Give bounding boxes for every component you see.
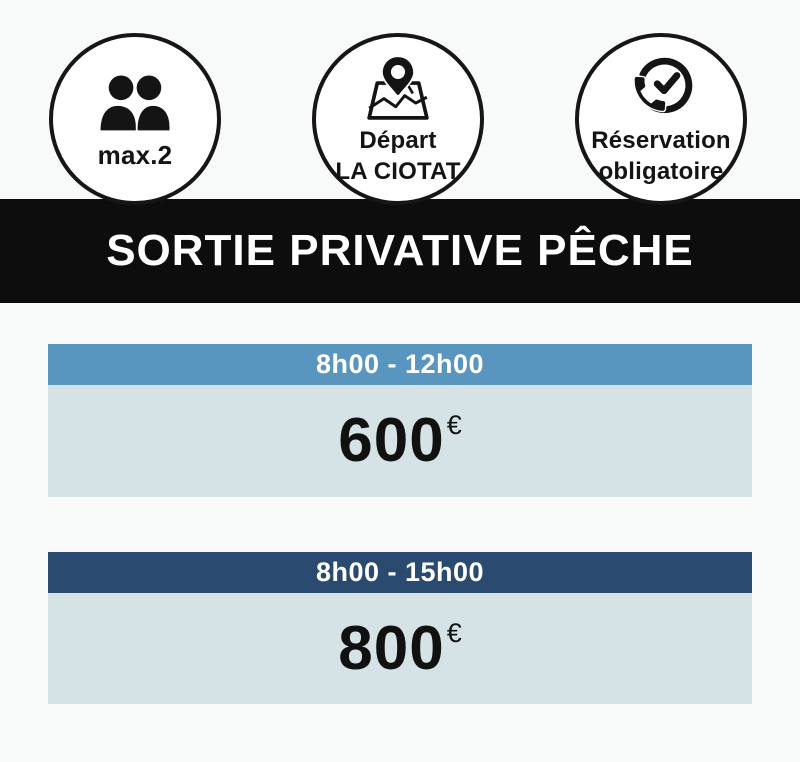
- people-icon: [92, 73, 178, 137]
- euro-sign: €: [446, 617, 462, 648]
- phone-check-icon: [623, 52, 699, 124]
- price-value: 800: [338, 613, 445, 683]
- price-panel: [48, 593, 752, 704]
- badge-departure-label-line2: LA CIOTAT: [335, 158, 461, 185]
- pricing-card-day: [48, 552, 752, 704]
- badge-capacity: [49, 33, 221, 205]
- badge-departure: [312, 33, 484, 205]
- time-slot-label: 8h00 - 15h00: [315, 557, 485, 587]
- price-value: 600: [338, 406, 445, 475]
- price-panel: [48, 385, 752, 497]
- badge-capacity-label: max.2: [97, 140, 173, 171]
- price: [338, 406, 462, 475]
- time-slot-header: [48, 344, 752, 385]
- time-slot-label: 8h00 - 12h00: [315, 349, 485, 379]
- euro-sign: €: [446, 410, 462, 440]
- pricing-card-morning: [48, 344, 752, 497]
- time-slot-header: [48, 552, 752, 593]
- title-banner: [0, 199, 800, 303]
- price: [338, 613, 462, 683]
- badge-reservation: [575, 33, 747, 205]
- badge-departure-label-line1: Départ: [359, 127, 437, 155]
- badge-reservation-label-line1: Réservation: [591, 127, 731, 155]
- page-title: SORTIE PRIVATIVE PÊCHE: [106, 226, 694, 275]
- badge-reservation-label-line2: obligatoire: [598, 158, 724, 185]
- map-pin-icon: [361, 54, 435, 124]
